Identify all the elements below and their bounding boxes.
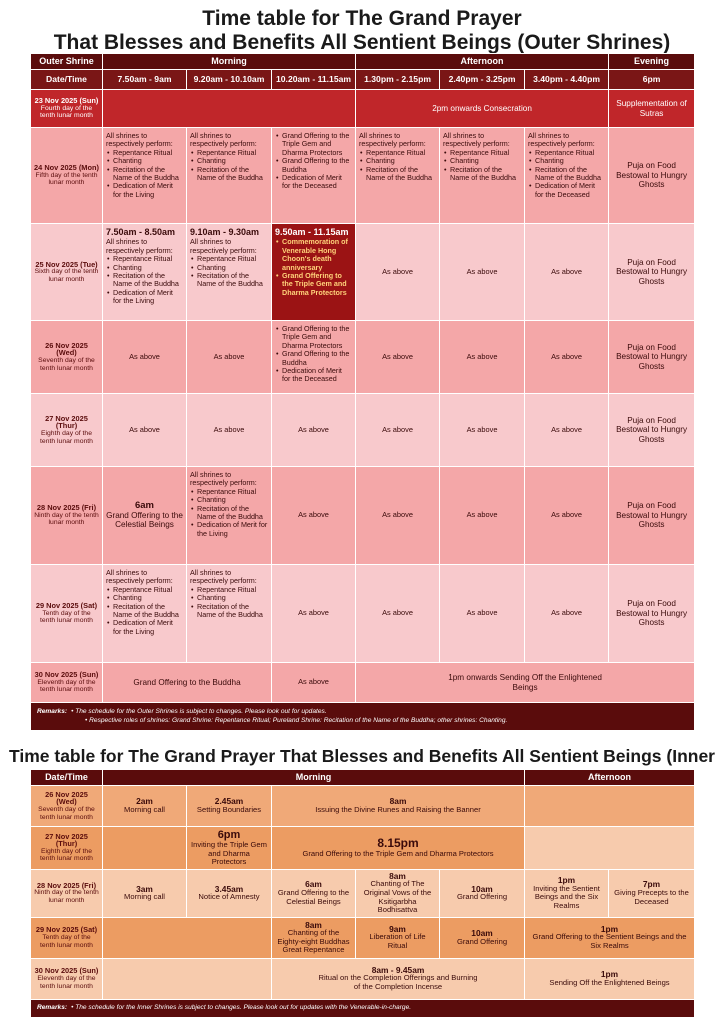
lunar-date: Eighth day of the tenth lunar month <box>40 847 93 863</box>
activity-cell <box>187 224 272 321</box>
celestial-offering-cell <box>103 467 187 565</box>
list-item: • Dedication of Merit for the Living <box>190 521 268 538</box>
event-text: Grand Offering <box>456 936 508 946</box>
as-above-cell: As above <box>440 467 525 565</box>
intro-text: All shrines to respectively perform: <box>106 568 173 586</box>
intro-text: All shrines to respectively perform: <box>190 237 257 255</box>
event-time: 8am <box>389 870 406 881</box>
intro-text: All shrines to respectively perform: <box>106 237 173 255</box>
lunar-date: Fifth day of the tenth lunar month <box>35 171 98 187</box>
event-time: 7pm <box>642 879 661 890</box>
date: 26 Nov 2025 (Wed) <box>45 340 88 358</box>
outer-title-line1: Time table for The Grand Prayer <box>202 7 522 30</box>
list-item: • Repentance Ritual <box>190 149 268 157</box>
event-cell <box>272 869 356 917</box>
as-above-cell: As above <box>525 224 609 321</box>
list-item: • Repentance Ritual <box>190 586 268 594</box>
event-cell <box>525 869 609 917</box>
intro-text: All shrines to respectively perform: <box>528 131 595 149</box>
list-item: • Recitation of the Name of the Buddha <box>190 505 268 522</box>
list-item: • Chanting <box>190 157 268 165</box>
slot-time: 9.50am - 11.15am <box>275 227 349 237</box>
list-item: • Recitation of the Name of the Buddha <box>443 166 521 183</box>
as-above-cell: As above <box>356 224 440 321</box>
list-item: • Repentance Ritual <box>106 255 183 263</box>
event-cell <box>440 869 525 917</box>
as-above-cell: As above <box>525 565 609 663</box>
commemoration-cell <box>272 224 356 321</box>
consecration-text: 2pm onwards Consecration <box>432 103 532 113</box>
inner-title: Time table for The Grand Prayer That Blesses and Benefits All Sentient Beings (Inner <box>8 746 715 766</box>
list-item: • Chanting <box>359 157 436 165</box>
date-cell <box>31 869 103 917</box>
list-item: • Dedication of Merit for the Deceased <box>528 182 605 199</box>
morning-header: Morning <box>103 54 356 70</box>
sending-off-cell <box>356 663 695 703</box>
time-slot: 1.30pm - 2.15pm <box>356 70 440 90</box>
outer-remarks: Remarks: • The schedule for the Outer Shrines is subject to changes. Please look out for updates. • Respective roles of shrines: Grand Shrine: Repentance Ritual; Pureland Shrine: Recitation of the Name of the Buddha; other shrines: Chanting. <box>31 703 695 731</box>
list-item: • Recitation of the Name of the Buddha <box>106 166 183 183</box>
lunar-date: Eleventh day of the tenth lunar month <box>37 678 96 694</box>
list-item: • Dedication of Merit for the Living <box>106 289 183 306</box>
list-item: • Dedication of Merit for the Living <box>106 182 183 199</box>
datetime-header: Date/Time <box>31 770 103 786</box>
list-item: • Recitation of the Name of the Buddha <box>190 166 268 183</box>
intro-text: All shrines to respectively perform: <box>359 131 426 149</box>
date-cell <box>31 224 103 321</box>
lunar-date: Tenth day of the tenth lunar month <box>40 609 93 625</box>
list-item: • Dedication of Merit for the Living <box>106 619 183 636</box>
remarks-text: The schedule for the Inner Shrines is subject to changes. Please look out for updates with the Venerable-in-charge. <box>75 1003 412 1011</box>
afternoon-header: Afternoon <box>356 54 609 70</box>
supplementation-cell: Supplementation of Sutras <box>609 90 695 128</box>
lunar-date: Seventh day of the tenth lunar month <box>38 357 95 372</box>
event-cell <box>525 917 695 958</box>
event-time: 3.45am <box>214 883 244 894</box>
event-time: 2.45am <box>214 796 244 807</box>
consecration-cell <box>356 90 609 128</box>
event-time: 10am <box>471 883 493 894</box>
event-time: 6am <box>305 879 322 890</box>
event-cell <box>103 869 187 917</box>
event-text: Sending Off the Enlightened Beings <box>549 977 670 987</box>
activity-cell <box>103 128 187 224</box>
as-above-cell: As above <box>440 224 525 321</box>
event-text: Ritual on the Completion Offerings and Burning of the Completion Incense <box>318 973 478 992</box>
event-time: 8am <box>305 919 322 930</box>
event-time: 6pm <box>217 829 241 841</box>
event-cell <box>187 827 272 870</box>
list-item: • Grand Offering to the Triple Gem and Dharma Protectors <box>275 325 352 350</box>
as-above-cell: As above <box>103 321 187 394</box>
time-slot: 10.20am - 11.15am <box>272 70 356 90</box>
intro-text: All shrines to respectively perform: <box>106 131 173 149</box>
remarks-text: Respective roles of shrines: Grand Shrine: Repentance Ritual; Pureland Shrine: Recitation of the Name of the Buddha; other shrines: Chanting. <box>89 716 508 724</box>
event-text: Giving Precepts to the Deceased <box>614 887 689 906</box>
list-item: • Grand Offering to the Buddha <box>275 350 352 367</box>
time-slot: 7.50am - 9am <box>103 70 187 90</box>
list-item: • Grand Offering to the Buddha <box>275 157 352 174</box>
list-item: • Repentance Ritual <box>106 586 183 594</box>
date-cell <box>31 394 103 467</box>
list-item: • Repentance Ritual <box>190 255 268 263</box>
list-item: • Recitation of the Name of the Buddha <box>106 603 183 620</box>
remarks-label: Remarks: <box>37 707 68 715</box>
activity-cell <box>272 128 356 224</box>
inner-shrines-table <box>30 769 695 1018</box>
lunar-date: Ninth day of the tenth lunar month <box>34 889 99 905</box>
list-item: • Repentance Ritual <box>190 488 268 496</box>
event-text: Morning call <box>124 805 165 814</box>
buddha-offering-cell: Grand Offering to the Buddha <box>103 663 272 703</box>
event-text: Liberation of Life Ritual <box>369 932 426 951</box>
date-cell <box>31 786 103 827</box>
date: 29 Nov 2025 (Sat) <box>35 925 98 935</box>
event-cell <box>440 917 525 958</box>
as-above-cell: As above <box>356 565 440 663</box>
puja-cell: Puja on Food Bestowal to Hungry Ghosts <box>609 128 695 224</box>
lunar-date: Eighth day of the tenth lunar month <box>40 430 93 445</box>
event-text: Grand Offering to the Triple Gem and Dharma Protectors <box>302 849 494 859</box>
as-above-cell: As above <box>103 394 187 467</box>
list-item: • Chanting <box>106 594 183 602</box>
lunar-date: Fourth day of the tenth lunar month <box>40 104 93 120</box>
activity-cell <box>272 321 356 394</box>
sending-off-text: 1pm onwards Sending Off the Enlightened Beings <box>448 672 602 692</box>
event-time: 1pm <box>600 923 619 934</box>
puja-cell: Puja on Food Bestowal to Hungry Ghosts <box>609 321 695 394</box>
puja-cell: Puja on Food Bestowal to Hungry Ghosts <box>609 565 695 663</box>
list-item: • Repentance Ritual <box>443 149 521 157</box>
event-cell <box>272 917 356 958</box>
list-item: • Recitation of the Name of the Buddha <box>190 603 268 620</box>
event-text: Chanting of the Eighty-eight Buddhas Great Repentance <box>277 928 350 955</box>
event-text: Setting Boundaries <box>196 805 262 814</box>
as-above-cell: As above <box>525 394 609 467</box>
remarks-label: Remarks: <box>37 1003 68 1011</box>
event-text: Grand Offering to the Celestial Beings <box>106 510 183 530</box>
empty-cell <box>103 90 356 128</box>
event-cell <box>272 786 525 827</box>
date-cell <box>31 128 103 224</box>
event-cell <box>272 827 525 870</box>
afternoon-header: Afternoon <box>525 770 695 786</box>
list-item: • Recitation of the Name of the Buddha <box>106 272 183 289</box>
list-item: • Grand Offering to the Triple Gem and Dharma Protectors <box>275 272 352 297</box>
list-item: • Commemoration of Venerable Hong Choon's death anniversary <box>275 238 352 272</box>
list-item: • Repentance Ritual <box>528 149 605 157</box>
list-item: • Dedication of Merit for the Deceased <box>275 174 352 191</box>
date: 27 Nov 2025 (Thur) <box>45 413 88 431</box>
list-item: • Chanting <box>443 157 521 165</box>
date: 25 Nov 2025 (Tue) <box>35 259 98 269</box>
list-item: • Chanting <box>106 157 183 165</box>
event-time: 1pm <box>600 969 619 980</box>
intro-text: All shrines to respectively perform: <box>443 131 510 149</box>
activity-cell <box>440 128 525 224</box>
date-cell <box>31 321 103 394</box>
as-above-cell: As above <box>356 467 440 565</box>
as-above-cell: As above <box>187 394 272 467</box>
evening-header: Evening <box>609 54 695 70</box>
date: 30 Nov 2025 (Sun) <box>34 670 99 680</box>
inner-remarks: Remarks: • The schedule for the Inner Shrines is subject to changes. Please look out for updates with the Venerable-in-charge. <box>31 999 695 1017</box>
empty-cell <box>525 786 695 827</box>
time-slot: 9.20am - 10.10am <box>187 70 272 90</box>
list-item: • Grand Offering to the Triple Gem and Dharma Protectors <box>275 132 352 157</box>
event-text: Grand Offering <box>456 892 508 902</box>
slot-time: 9.10am - 9.30am <box>190 227 260 237</box>
event-text: Issuing the Divine Runes and Raising the Banner <box>315 805 481 814</box>
event-time: 10am <box>471 928 493 939</box>
event-text: Chanting of The Original Vows of the Ksitigarbha Bodhisattva <box>363 879 432 915</box>
list-item: • Chanting <box>190 594 268 602</box>
puja-cell: Puja on Food Bestowal to Hungry Ghosts <box>609 394 695 467</box>
activity-cell <box>103 224 187 321</box>
date-cell <box>31 827 103 870</box>
puja-cell: Puja on Food Bestowal to Hungry Ghosts <box>609 224 695 321</box>
as-above-cell: As above <box>356 394 440 467</box>
event-cell <box>609 869 695 917</box>
as-above-cell: As above <box>440 565 525 663</box>
remarks-text: The schedule for the Outer Shrines is subject to changes. Please look out for updates. <box>75 707 327 715</box>
slot-time: 6am <box>134 500 154 512</box>
lunar-date: Ninth day of the tenth lunar month <box>34 511 99 527</box>
as-above-cell: As above <box>272 467 356 565</box>
slot-time: 7.50am - 8.50am <box>106 227 176 237</box>
lunar-date: Sixth day of the tenth lunar month <box>34 268 99 283</box>
event-text: Grand Offering to the Sentient Beings and the Six Realms <box>532 932 687 951</box>
empty-cell <box>103 827 187 870</box>
event-text: Inviting the Triple Gem and Dharma Protectors <box>191 840 267 867</box>
date: 28 Nov 2025 (Fri) <box>36 880 97 890</box>
date: 30 Nov 2025 (Sun) <box>34 966 99 976</box>
event-time: 9am <box>389 923 406 934</box>
event-text: Grand Offering to the Celestial Beings <box>277 887 350 906</box>
outer-shrines-table <box>30 53 695 731</box>
event-text: Notice of Amnesty <box>198 892 260 902</box>
activity-cell <box>187 128 272 224</box>
datetime-header: Date/Time <box>31 70 103 90</box>
date: 23 Nov 2025 (Sun) <box>34 96 99 106</box>
event-time: 8.15pm <box>377 836 419 851</box>
puja-cell: Puja on Food Bestowal to Hungry Ghosts <box>609 467 695 565</box>
outer-shrine-header: Outer Shrine <box>31 54 103 70</box>
event-cell <box>272 958 525 999</box>
lunar-date: Tenth day of the tenth lunar month <box>40 933 93 949</box>
as-above-cell: As above <box>440 394 525 467</box>
event-cell <box>525 958 695 999</box>
activity-cell <box>187 467 272 565</box>
event-time: 3am <box>136 883 153 894</box>
date-cell <box>31 565 103 663</box>
event-time: 8am <box>389 796 407 807</box>
date: 28 Nov 2025 (Fri) <box>36 503 97 513</box>
intro-text: All shrines to respectively perform: <box>190 568 257 586</box>
empty-cell <box>525 827 695 870</box>
list-item: • Dedication of Merit for the Deceased <box>275 367 352 384</box>
date: 29 Nov 2025 (Sat) <box>35 601 98 611</box>
date: 26 Nov 2025 (Wed) <box>45 789 88 807</box>
list-item: • Chanting <box>190 264 268 272</box>
intro-text: All shrines to respectively perform: <box>190 131 257 149</box>
as-above-cell: As above <box>272 565 356 663</box>
as-above-cell: As above <box>356 321 440 394</box>
event-text: Morning call <box>124 892 165 902</box>
outer-title-line2: That Blesses and Benefits All Sentient Beings (Outer Shrines) <box>53 31 671 54</box>
list-item: • Chanting <box>190 496 268 504</box>
list-item: • Repentance Ritual <box>106 149 183 157</box>
lunar-date: Eleventh day of the tenth lunar month <box>37 974 96 990</box>
date: 24 Nov 2025 (Mon) <box>34 163 99 173</box>
event-cell <box>187 869 272 917</box>
activity-cell <box>356 128 440 224</box>
event-time: 8am - 9.45am <box>371 964 425 975</box>
intro-text: All shrines to respectively perform: <box>190 470 257 488</box>
activity-cell <box>187 565 272 663</box>
event-text: Inviting the Sentient Beings and the Six Realms <box>533 883 600 910</box>
date-cell <box>31 467 103 565</box>
list-item: • Recitation of the Name of the Buddha <box>528 166 605 183</box>
empty-cell <box>103 917 272 958</box>
lunar-date: Seventh day of the tenth lunar month <box>38 806 95 821</box>
morning-header: Morning <box>103 770 525 786</box>
activity-cell <box>525 128 609 224</box>
as-above-cell: As above <box>187 321 272 394</box>
list-item: • Chanting <box>528 157 605 165</box>
time-slot: 6pm <box>609 70 695 90</box>
date-cell <box>31 958 103 999</box>
activity-cell <box>103 565 187 663</box>
event-cell <box>356 917 440 958</box>
as-above-cell: As above <box>272 394 356 467</box>
event-time: 2am <box>136 796 153 807</box>
event-cell <box>356 869 440 917</box>
date-cell <box>31 90 103 128</box>
event-time: 1pm <box>557 875 576 886</box>
date-cell <box>31 917 103 958</box>
time-slot: 2.40pm - 3.25pm <box>440 70 525 90</box>
as-above-cell: As above <box>525 467 609 565</box>
time-slot: 3.40pm - 4.40pm <box>525 70 609 90</box>
event-cell <box>103 786 187 827</box>
as-above-cell: As above <box>272 663 356 703</box>
date: 27 Nov 2025 (Thur) <box>45 831 88 849</box>
list-item: • Chanting <box>106 264 183 272</box>
as-above-cell: As above <box>440 321 525 394</box>
list-item: • Recitation of the Name of the Buddha <box>359 166 436 183</box>
as-above-cell: As above <box>525 321 609 394</box>
date-cell <box>31 663 103 703</box>
event-cell <box>187 786 272 827</box>
list-item: • Repentance Ritual <box>359 149 436 157</box>
list-item: • Recitation of the Name of the Buddha <box>190 272 268 289</box>
empty-cell <box>103 958 272 999</box>
